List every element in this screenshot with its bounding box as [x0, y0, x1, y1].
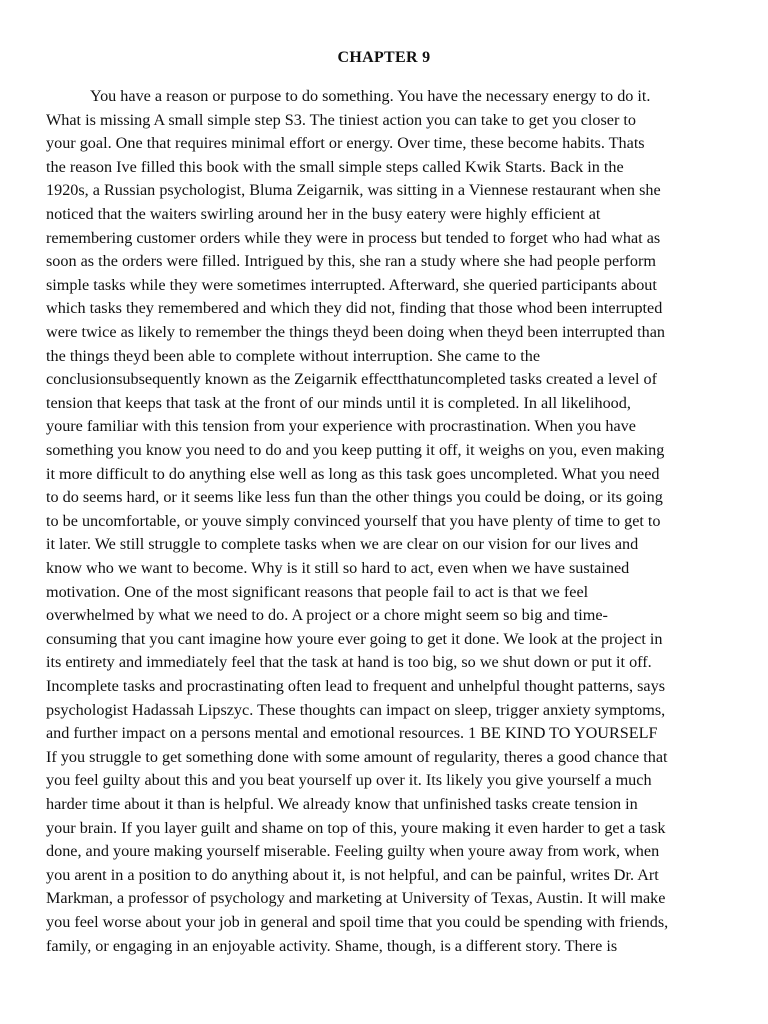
text-line: done, and youre making yourself miserable. Feeling guilty when youre away from work, when: [46, 842, 660, 861]
text-line: simple tasks while they were sometimes interrupted. Afterward, she queried participants about: [46, 275, 657, 294]
text-line: you feel worse about your job in general and spoil time that you could be spending with friends,: [46, 913, 669, 931]
text-line: it later. We still struggle to complete tasks when we are clear on our vision for our lives and: [46, 535, 639, 554]
text-line: You have a reason or purpose to do something. You have the necessary energy to do it.: [90, 87, 651, 105]
chapter-title: CHAPTER 9: [337, 49, 431, 66]
text-line: remembering customer orders while they were in process but tended to forget who had what as: [46, 228, 661, 247]
text-line: 1920s, a Russian psychologist, Bluma Zeigarnik, was sitting in a Viennese restaurant when she: [46, 181, 661, 200]
text-line: which tasks they remembered and which they did not, finding that those whod been interrupted: [46, 299, 663, 318]
text-line: you arent in a position to do anything about it, is not helpful, and can be painful, writes Dr. Art: [46, 865, 659, 884]
text-line: something you know you need to do and you keep putting it off, it weighs on you, even making: [46, 441, 665, 459]
text-line: its entirety and immediately feel that the task at hand is too big, so we shut down or put it off.: [46, 653, 652, 672]
text-line: the things theyd been able to complete without interruption. She came to the: [46, 346, 541, 365]
text-line: psychologist Hadassah Lipszyc. These thoughts can impact on sleep, trigger anxiety symptoms,: [46, 700, 666, 719]
text-line: it more difficult to do anything else well as long as this task goes uncompleted. What you need: [46, 464, 660, 483]
text-line: If you struggle to get something done with some amount of regularity, theres a good chance that: [46, 747, 668, 766]
text-line: to do seems hard, or it seems like less fun than the other things you could be doing, or its going: [46, 488, 663, 507]
text-line: were twice as likely to remember the things theyd been doing when theyd been interrupted than: [46, 323, 665, 341]
text-line: motivation. One of the most significant reasons that people fail to act is that we feel: [46, 582, 589, 601]
text-line: overwhelmed by what we need to do. A project or a chore might seem so big and time-: [46, 606, 608, 625]
text-line: harder time about it than is helpful. We already know that unfinished tasks create tension in: [46, 795, 638, 813]
text-line: Markman, a professor of psychology and marketing at University of Texas, Austin. It will make: [46, 889, 666, 908]
text-line: to be uncomfortable, or youve simply convinced yourself that you have plenty of time to get to: [46, 511, 661, 530]
text-line: soon as the orders were filled. Intrigued by this, she ran a study where she had people perform: [46, 252, 656, 271]
text-line: you feel guilty about this and you beat yourself up over it. Its likely you give yourself a much: [46, 771, 652, 790]
text-line: and further impact on a persons mental and emotional resources. 1 BE KIND TO YOURSELF: [46, 724, 658, 743]
text-line: your brain. If you layer guilt and shame on top of this, youre making it even harder to get a task: [46, 818, 666, 837]
text-line: know who we want to become. Why is it still so hard to act, even when we have sustained: [46, 559, 630, 577]
text-line: consuming that you cant imagine how youre ever going to get it done. We look at the project in: [46, 629, 663, 648]
text-line: the reason Ive filled this book with the small simple steps called Kwik Starts. Back in the: [46, 157, 624, 176]
text-line: conclusionsubsequently known as the Zeigarnik effectthatuncompleted tasks created a level of: [46, 370, 658, 389]
text-line: What is missing A small simple step S3. The tiniest action you can take to get you closer to: [46, 110, 637, 129]
text-line: tension that keeps that task at the front of our minds until it is completed. In all likelihood,: [46, 393, 631, 412]
text-line: Incomplete tasks and procrastinating often lead to frequent and unhelpful thought patterns, says: [46, 677, 665, 695]
text-line: family, or engaging in an enjoyable activity. Shame, though, is a different story. There is: [46, 936, 618, 955]
text-line: youre familiar with this tension from your experience with procrastination. When you have: [46, 417, 636, 436]
text-line: noticed that the waiters swirling around her in the busy eatery were highly efficient at: [46, 205, 601, 223]
text-line: your goal. One that requires minimal effort or energy. Over time, these become habits. Thats: [46, 134, 645, 153]
